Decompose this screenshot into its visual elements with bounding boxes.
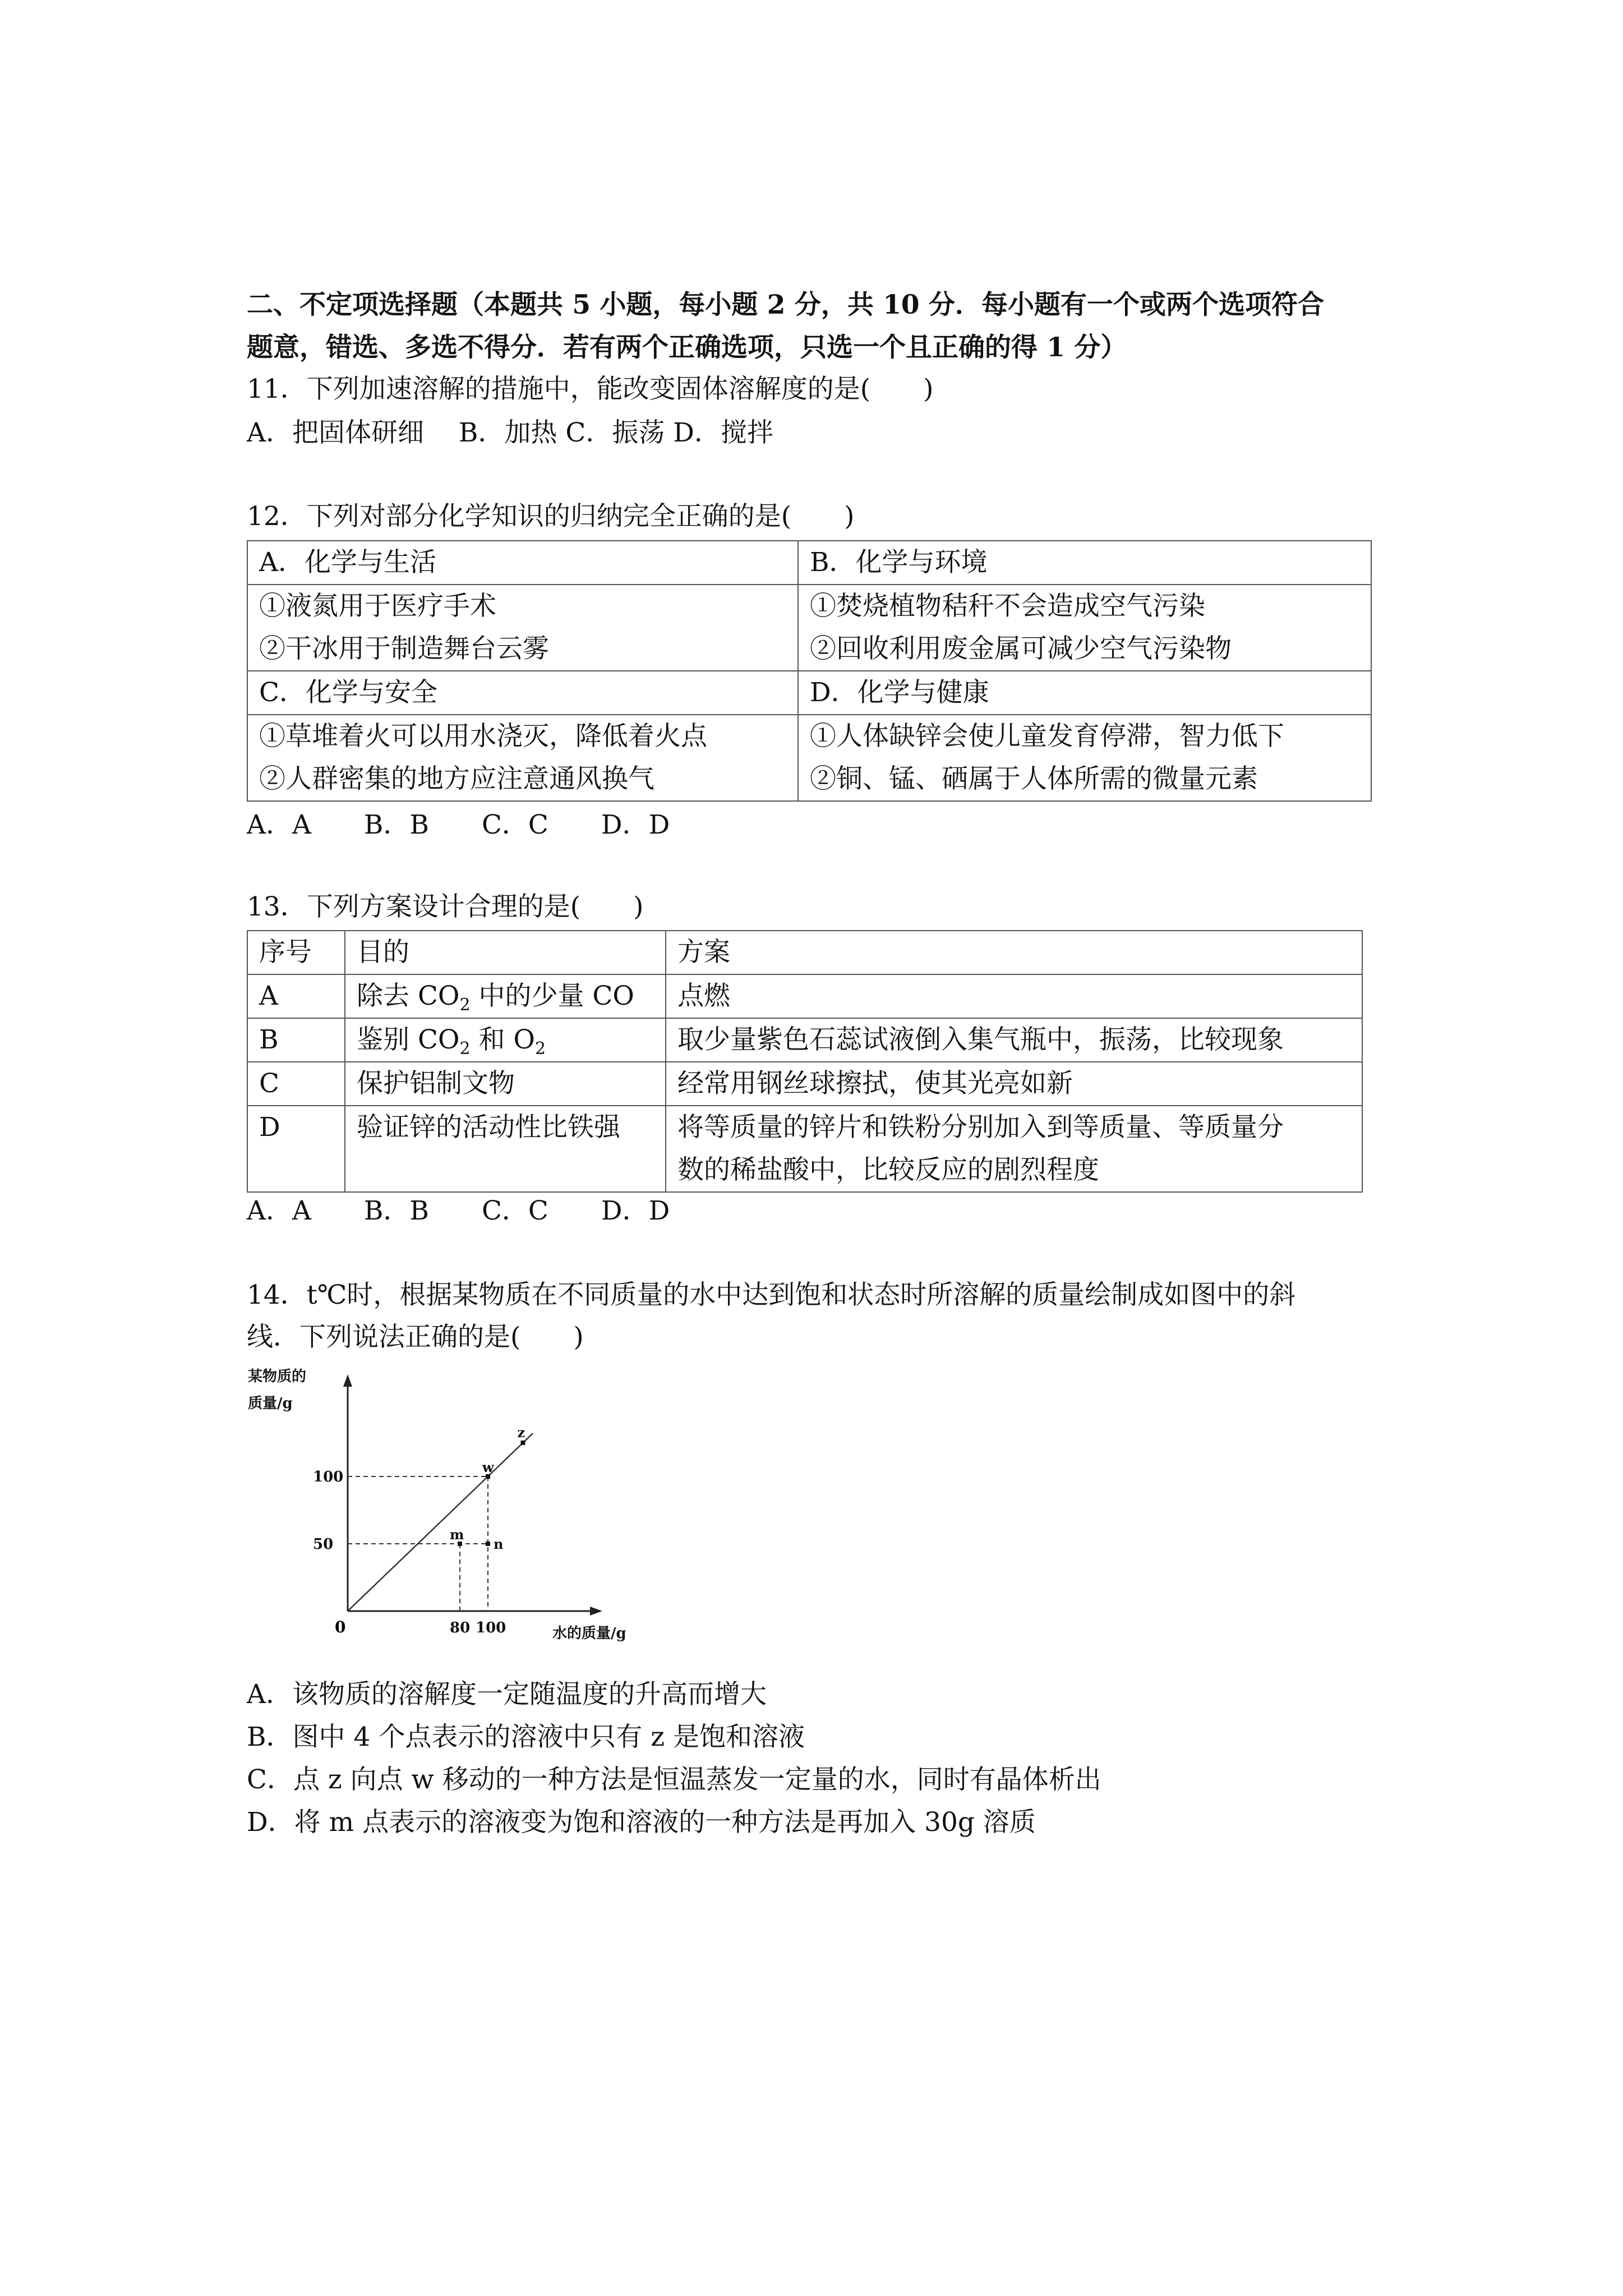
origin-label: 0 — [335, 1618, 346, 1636]
q13-row-c-goal: 保护铝制文物 — [345, 1062, 666, 1106]
x-axis-arrow — [590, 1607, 602, 1616]
q13-header-plan: 方案 — [666, 931, 1362, 974]
q12-d-item-2: ②铜、锰、硒属于人体所需的微量元素 — [810, 763, 1258, 794]
q12-c-item-2: ②人群密集的地方应注意通风换气 — [259, 763, 654, 794]
table-row — [247, 1062, 1362, 1106]
q13-options: A．A B．B C．C D．D — [247, 1195, 670, 1226]
point-label: m — [450, 1526, 464, 1543]
q12-b-item-1: ①焚烧植物秸秆不会造成空气污染 — [810, 591, 1205, 622]
q12-a-item-1: ①液氮用于医疗手术 — [259, 591, 496, 622]
q13-row-a-goal: 除去 $CO_2$ 中的少量 CO — [345, 974, 666, 1018]
section-heading-line1: 二、不定项选择题（本题共 5 小题，每小题 2 分，共 10 分．每小题有一个或两个选项符合 — [247, 289, 1324, 320]
q12-cell-b-title: B．化学与环境 — [798, 541, 1371, 585]
point-label: z — [517, 1424, 525, 1441]
section-heading-line2: 题意，错选、多选不得分．若有两个正确选项，只选一个且正确的得 1 分） — [247, 332, 1127, 363]
q12-b-item-2: ②回收利用废金属可减少空气污染物 — [810, 633, 1232, 664]
y-tick-label: 100 — [313, 1469, 344, 1485]
q13-table — [247, 930, 1363, 1193]
q12-cell-a-title: A．化学与生活 — [247, 541, 798, 585]
table-row — [247, 974, 1362, 1018]
y-tick-label: 50 — [313, 1536, 334, 1553]
q13-row-b-goal: 鉴别 $CO_2$ 和 $O_2$ — [345, 1018, 666, 1062]
y-axis-label-2: 质量/g — [248, 1395, 293, 1412]
q12-c-item-1: ①草堆着火可以用水浇灭，降低着火点 — [259, 721, 707, 752]
table-row — [247, 1106, 1362, 1192]
q12-cell-a-body — [247, 585, 798, 671]
q12-cell-c-body — [247, 715, 798, 801]
q12-d-item-1: ①人体缺锌会使儿童发育停滞，智力低下 — [810, 721, 1284, 752]
q13-row-d-plan-line2: 数的稀盐酸中，比较反应的剧烈程度 — [677, 1154, 1099, 1185]
q12-cell-b-body — [798, 585, 1371, 671]
q13-row-a-plan: 点燃 — [666, 974, 1362, 1018]
q13-row-d-id: D — [247, 1106, 345, 1192]
q14-option-d: D．将 m 点表示的溶液变为饱和溶液的一种方法是再加入 30g 溶质 — [247, 1807, 1036, 1838]
saturation-line — [348, 1433, 533, 1611]
x-tick-label: 100 — [476, 1619, 506, 1636]
q14-option-c: C．点 z 向点 w 移动的一种方法是恒温蒸发一定量的水，同时有晶体析出 — [247, 1764, 1101, 1795]
y-axis-label-1: 某物质的 — [248, 1368, 307, 1385]
q13-stem: 13．下列方案设计合理的是( ) — [247, 891, 644, 922]
q13-row-d-plan — [666, 1106, 1362, 1192]
q12-options: A．A B．B C．C D．D — [247, 809, 670, 840]
data-point — [521, 1441, 525, 1445]
q13-header-goal: 目的 — [345, 931, 666, 974]
q13-row-b-plan: 取少量紫色石蕊试液倒入集气瓶中，振荡，比较现象 — [666, 1018, 1362, 1062]
point-label: w — [482, 1459, 494, 1475]
data-point — [486, 1542, 490, 1546]
q13-header-id: 序号 — [247, 931, 345, 974]
q13-row-c-plan: 经常用钢丝球擦拭，使其光亮如新 — [666, 1062, 1362, 1106]
solubility-figure — [247, 1363, 695, 1655]
q14-option-b: B．图中 4 个点表示的溶液中只有 z 是饱和溶液 — [247, 1722, 805, 1752]
q14-stem-line2: 线．下列说法正确的是( ) — [247, 1322, 584, 1352]
table-row — [247, 1018, 1362, 1062]
q12-cell-d-title: D．化学与健康 — [798, 671, 1371, 715]
x-axis-label: 水的质量/g — [552, 1625, 626, 1642]
q14-stem-line1: 14．t℃时，根据某物质在不同质量的水中达到饱和状态时所溶解的质量绘制成如图中的斜 — [247, 1280, 1296, 1310]
q13-row-b-id: B — [247, 1018, 345, 1062]
q13-row-c-id: C — [247, 1062, 345, 1106]
q13-row-a-id: A — [247, 974, 345, 1018]
q12-cell-d-body — [798, 715, 1371, 801]
q12-table — [247, 540, 1372, 802]
q11-stem: 11．下列加速溶解的措施中，能改变固体溶解度的是( ) — [247, 374, 934, 404]
q11-options: A．把固体研细 B．加热 C．振荡 D．搅拌 — [247, 417, 773, 448]
q12-stem: 12．下列对部分化学知识的归纳完全正确的是( ) — [247, 501, 855, 532]
x-tick-label: 80 — [450, 1619, 471, 1636]
q13-row-d-goal: 验证锌的活动性比铁强 — [345, 1106, 666, 1192]
q12-a-item-2: ②干冰用于制造舞台云雾 — [259, 633, 549, 664]
point-label: n — [494, 1536, 504, 1552]
q12-cell-c-title: C．化学与安全 — [247, 671, 798, 715]
q13-row-d-plan-line1: 将等质量的锌片和铁粉分别加入到等质量、等质量分 — [677, 1112, 1284, 1143]
q14-option-a: A．该物质的溶解度一定随温度的升高而增大 — [247, 1679, 767, 1710]
y-axis-arrow — [343, 1374, 352, 1387]
